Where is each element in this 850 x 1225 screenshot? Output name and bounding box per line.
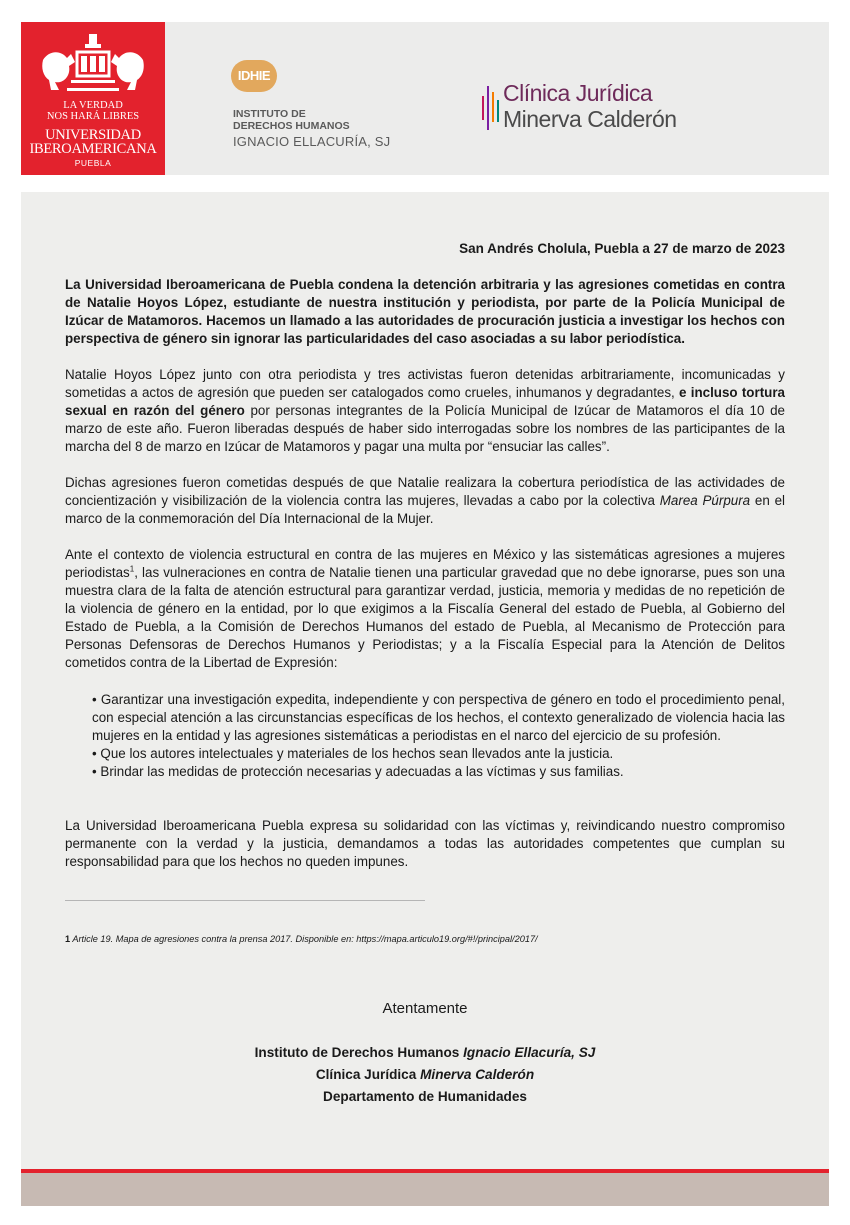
signature-2: [65, 1066, 785, 1084]
paragraph-text: Natalie Hoyos López junto con otra periodista y tres activistas fueron detenidas arbitrariamente, incomunicadas y sometidas a actos de agresión que pueden ser catalogados como crueles, inhumanos y degradantes,: [65, 367, 785, 400]
footnote-text: Article 19. Mapa de agresiones contra la prensa 2017. Disponible en: https://mapa.articulo19.org/#!/principal/2017/: [70, 934, 538, 944]
paragraph-text: , las vulneraciones en contra de Natalie tienen una particular gravedad que no debe ignorarse, pues son una muestra clara de la falta de atención estructural para garantizar verdad, justicia, memoria y medidas de no repetición de la violencia de género en la entidad, por lo que exigimos a la Fiscalía General del estado de Puebla, al Gobierno del Estado de Puebla, a la Comisión de Derechos Humanos del estado de Puebla, al Mecanismo de Protección para Personas Defensoras de Derechos Humanos y Periodistas; y a la Fiscalía Especial para la Atención de Delitos cometidos contra de la Libertad de Expresión:: [65, 565, 785, 670]
letter-date: San Andrés Cholula, Puebla a 27 de marzo de 2023: [459, 241, 785, 256]
signature-italic: Minerva Calderón: [420, 1067, 535, 1082]
signature-text: Instituto de Derechos Humanos: [254, 1045, 464, 1060]
paragraph-italic: Marea Púrpura: [659, 493, 751, 508]
list-item: • Garantizar una investigación expedita, independiente y con perspectiva de género en todo el procedimiento penal, con especial atención a las circunstancias específicas de los hechos, el contexto generalizado de violencia hacia las mujeres en la entidad y las agresiones sistemáticas a periodistas en el narco del ejercicio de su profesión.: [92, 692, 785, 743]
clinica-line-2: Minerva Calderón: [503, 106, 677, 132]
paragraph-text: Ante el contexto de violencia estructural en contra de las mujeres en México y las sistemáticas agresiones a mujeres periodistas: [65, 547, 785, 580]
idhie-line-1: INSTITUTO DE: [233, 108, 306, 120]
paragraph-2: [65, 474, 785, 528]
ibero-motto-line: NOS HARÁ LIBRES: [46, 111, 140, 122]
signature-text: Clínica Jurídica: [315, 1067, 421, 1082]
signature-3: Departamento de Humanidades: [323, 1089, 527, 1104]
signature-italic: Ignacio Ellacuría, SJ: [463, 1045, 596, 1060]
signature-1: [65, 1044, 785, 1062]
ibero-name: [21, 128, 165, 156]
footnote-divider: [65, 900, 425, 901]
ibero-motto: [21, 100, 165, 122]
paragraph-3: [65, 546, 785, 672]
ibero-motto-line: LA VERDAD: [63, 100, 123, 111]
clinica-bars-icon: [481, 82, 501, 134]
ibero-crest-icon: [41, 32, 145, 98]
letter-body: [21, 192, 829, 1172]
footer-bar: [21, 1173, 829, 1206]
paragraph-emphasis: e incluso tortura sexual en razón del género: [65, 385, 785, 418]
footnote-number: 1: [65, 934, 71, 944]
ibero-logo: [21, 22, 165, 175]
ibero-name-line: IBEROAMERICANA: [29, 141, 157, 157]
clinica-line-1: Clínica Jurídica: [503, 80, 653, 106]
footnote: [65, 930, 538, 948]
paragraph-4: La Universidad Iberoamericana Puebla expresa su solidaridad con las víctimas y, reivindicando nuestro compromiso permanente con la verdad y la justicia, demandamos a todas las autoridades competentes que cumplan su responsabilidad para que los hechos no queden impunes.: [65, 818, 785, 869]
paragraph-text: Dichas agresiones fueron cometidas después de que Natalie realizara la cobertura periodística de las actividades de concientización y visibilización de la violencia contra las mujeres, llevadas a cabo por la colectiva: [65, 475, 785, 508]
paragraph-text: por personas integrantes de la Policía Municipal de Izúcar de Matamoros el día 10 de marzo de este año. Fueron liberadas después de haber sido interrogadas sobre los nombres de las participantes de la marcha del 8 de marzo en Izúcar de Matamoros y pagar una multa por “ensuciar las calles”.: [65, 403, 786, 454]
idhie-line-2: DERECHOS HUMANOS: [233, 120, 350, 132]
list-item: • Brindar las medidas de protección necesarias y adecuadas a las víctimas y sus familias.: [92, 764, 624, 779]
ibero-name-line: UNIVERSIDAD: [45, 127, 141, 143]
list-item: • Que los autores intelectuales y materiales de los hechos sean llevados ante la justicia.: [92, 746, 614, 761]
paragraph-1: [65, 366, 785, 456]
idhie-logo: [231, 60, 431, 160]
paragraph-text: en el marco de la conmemoración del Día Internacional de la Mujer.: [65, 493, 785, 526]
idhie-badge: IDHIE: [231, 60, 277, 92]
idhie-line-3: IGNACIO ELLACURÍA, SJ: [233, 134, 391, 149]
closing: Atentamente: [382, 1000, 468, 1017]
footnote-ref: 1: [129, 564, 135, 574]
lead-paragraph: La Universidad Iberoamericana de Puebla condena la detención arbitraria y las agresiones cometidas en contra de Natalie Hoyos López, estudiante de nuestra institución y periodista, por parte de la Policía Municipal de Izúcar de Matamoros. Hacemos un llamado a las autoridades de procuración justicia a investigar los hechos con perspectiva de género sin ignorar las particularidades del caso asociadas a su labor periodística.: [65, 277, 785, 346]
letterhead: [21, 22, 829, 175]
ibero-city: PUEBLA: [74, 158, 112, 168]
demands-list: [92, 691, 785, 781]
